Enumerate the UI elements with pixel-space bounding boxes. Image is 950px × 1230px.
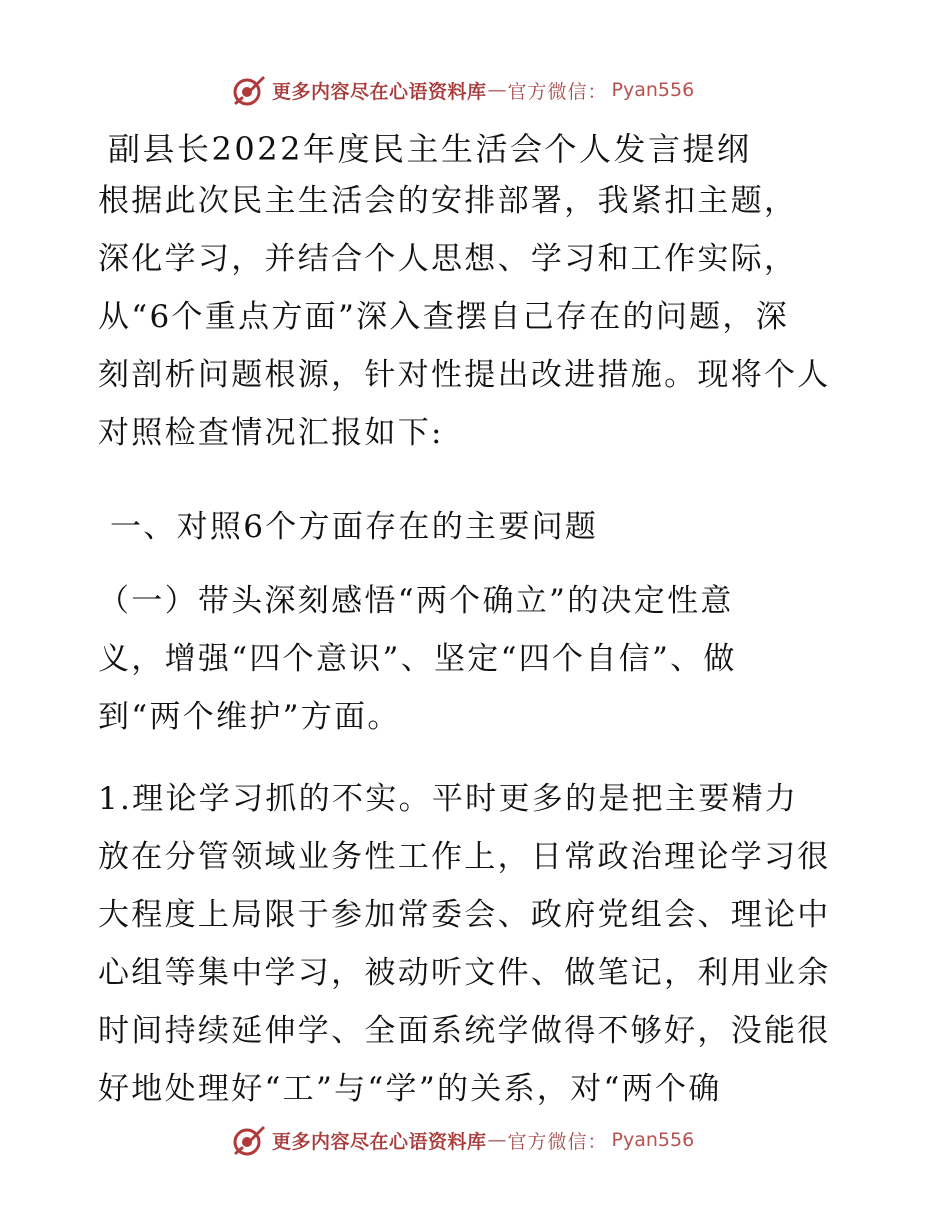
watermark-separator: — (487, 79, 507, 101)
item-1-paragraph (98, 770, 858, 1118)
text-line: 大程度上局限于参加常委会、政府党组会、理论中 (98, 897, 831, 933)
text-line: 到“两个维护”方面。 (98, 699, 401, 735)
brush-logo-icon (232, 1123, 266, 1157)
intro-paragraph (98, 172, 858, 462)
watermark-wechat-id: Pyan556 (611, 79, 695, 101)
text-line: 义，增强“四个意识”、坚定“四个自信”、做 (98, 641, 737, 677)
footer-watermark (232, 1120, 694, 1160)
text-line: 对照检查情况汇报如下: (98, 415, 444, 451)
subsection-heading (98, 572, 858, 746)
text-line: 从“6个重点方面”深入查摆自己存在的问题，深 (98, 299, 790, 335)
watermark-text: 更多内容尽在心语资料库 (272, 1130, 487, 1153)
text-line: 心组等集中学习，被动听文件、做笔记，利用业余 (98, 955, 831, 991)
document-title: 副县长2022年度民主生活会个人发言提纲 (108, 130, 752, 168)
text-line: 一、对照6个方面存在的主要问题 (110, 509, 599, 545)
watermark-label: 官方微信： (507, 1130, 608, 1153)
section-heading (110, 498, 870, 556)
text-line: 深化学习，并结合个人思想、学习和工作实际， (98, 241, 798, 277)
text-line: 好地处理好“工”与“学”的关系，对“两个确 (98, 1071, 722, 1107)
watermark-wechat-id: Pyan556 (611, 1129, 695, 1151)
watermark-text: 更多内容尽在心语资料库 (272, 80, 487, 103)
text-line: 放在分管领域业务性工作上，日常政治理论学习很 (98, 839, 831, 875)
header-watermark (232, 70, 694, 110)
text-line: 刻剖析问题根源，针对性提出改进措施。现将个人 (98, 357, 831, 393)
brush-logo-icon (232, 73, 266, 107)
text-line: 根据此次民主生活会的安排部署，我紧扣主题， (98, 183, 798, 219)
watermark-label: 官方微信： (507, 80, 608, 103)
text-line: 时间持续延伸学、全面系统学做得不够好，没能很 (98, 1013, 831, 1049)
text-line: （一）带头深刻感悟“两个确立”的决定性意 (98, 583, 734, 619)
watermark-separator: — (487, 1129, 507, 1151)
text-line: 1.理论学习抓的不实。平时更多的是把主要精力 (98, 781, 799, 817)
